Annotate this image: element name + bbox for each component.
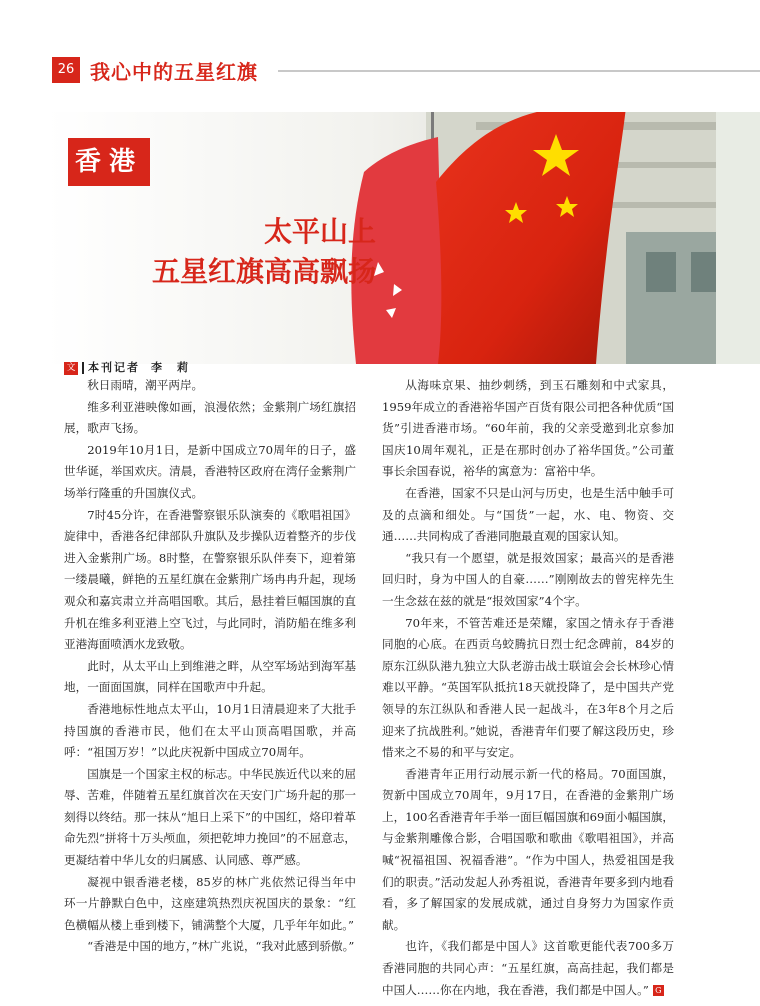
byline-divider [82, 362, 84, 374]
paragraph: 70年来，不管苦难还是荣耀，家国之情永存于香港同胞的心底。在西贡乌蛟腾抗日烈士纪念碑前，84岁的原东江纵队港九独立大队老游击战士联谊会会长林珍心情难以平静。“英国军队抵抗18天就投降了，是中国共产党领导的东江纵队和香港人民一起战斗，在3年8个月之后迎来了抗战胜利。”她说，香港青年们要了解这段历史，珍惜来之不易的和平与安定。 [382, 615, 674, 760]
paragraph: 香港地标性地点太平山，10月1日清晨迎来了大批手持国旗的香港市民，他们在太平山顶高唱国歌，并高呼：“祖国万岁！”以此庆祝新中国成立70周年。 [64, 701, 356, 760]
paragraph-last [382, 936, 674, 1001]
byline-role: 本刊记者 [88, 361, 140, 374]
paragraph: 在香港，国家不只是山河与历史，也是生活中触手可及的点滴和细处。与“国货”一起，水、电、物资、交通……共同构成了香港同胞最直观的国家认知。 [382, 485, 674, 544]
headline-line-1: 太平山上 [263, 215, 376, 248]
paragraph: “我只有一个愿望，就是报效国家；最高兴的是香港回归时，身为中国人的自豪……”刚刚故去的曾宪梓先生一生念兹在兹的就是“报效国家”4个字。 [382, 550, 674, 608]
header-divider [278, 70, 760, 72]
byline [64, 359, 190, 375]
headline-line-2: 五星红旗高高飘扬 [151, 255, 376, 288]
paragraph: 秋日雨晴，潮平两岸。 [87, 378, 204, 392]
article-column-right [382, 375, 674, 1001]
section-title: 我心中的五星红旗 [90, 60, 258, 84]
paragraph-text: 也许，《我们都是中国人》这首歌更能代表700多万香港同胞的共同心声：“五星红旗，高高挂起，我们都是中国人……你在内地，我在香港，我们都是中国人。” [382, 939, 674, 997]
paragraph: 7时45分许，在香港警察银乐队演奏的《歌唱祖国》旋律中，香港各纪律部队升旗队及步操队迈着整齐的步伐进入金紫荆广场。8时整，在警察银乐队伴奏下，迎着第一缕晨曦，鲜艳的五星红旗在金紫荆广场冉冉升起，现场观众和嘉宾肃立并高唱国歌。其后，悬挂着巨幅国旗的直升机在维多利亚港上空飞过，与此同时，消防船在维多利亚港海面喷洒水龙致敬。 [64, 507, 356, 652]
article-column-left [64, 375, 356, 958]
paragraph: 从海味京果、抽纱刺绣，到玉石雕刻和中式家具，1959年成立的香港裕华国产百货有限公司把各种优质“国货”引进香港市场。“60年前，我的父亲受邀到北京参加国庆10周年观礼，正是在那时创办了裕华国货。”公司董事长余国春说，裕华的寓意为：富裕中华。 [382, 378, 674, 479]
paragraph: “香港是中国的地方，”林广兆说，“我对此感到骄傲。” [87, 939, 355, 954]
paragraph: 维多利亚港映像如画，浪漫依然；金紫荆广场红旗招展，歌声飞扬。 [64, 399, 356, 436]
article-headline [96, 212, 376, 292]
region-tag: 香港 [68, 138, 150, 186]
byline-author: 李 莉 [151, 361, 190, 374]
end-mark-icon: G [653, 985, 664, 996]
page-number: 26 [52, 57, 80, 83]
paragraph: 香港青年正用行动展示新一代的格局。70面国旗，贺新中国成立70周年，9月17日，在香港的金紫荆广场上，100名香港青年手举一面巨幅国旗和69面小幅国旗，与金紫荆雕像合影，合唱国歌和歌曲《歌唱祖国》，并高喊“祝福祖国、祝福香港”。“作为中国人，热爱祖国是我们的职责。”活动发起人孙秀祖说，香港青年要多到内地看看，多了解国家的发展成就，通过自身努力为国家作贡献。 [382, 766, 674, 932]
paragraph: 此时，从太平山上到维港之畔，从空军场站到海军基地，一面面国旗，同样在国歌声中升起。 [64, 658, 356, 695]
running-header [46, 50, 760, 90]
paragraph: 2019年10月1日，是新中国成立70周年的日子，盛世华诞，举国欢庆。清晨，香港特区政府在湾仔金紫荆广场举行隆重的升国旗仪式。 [64, 442, 356, 500]
byline-mark: 文 [64, 362, 78, 375]
paragraph: 凝视中银香港老楼，85岁的林广兆依然记得当年中环一片静默白色中，这座建筑热烈庆祝国庆的景象：“红色横幅从楼上垂到楼下，铺满整个大厦，几乎年年如此。” [64, 874, 356, 932]
paragraph: 国旗是一个国家主权的标志。中华民族近代以来的屈辱、苦难，伴随着五星红旗首次在天安门广场升起的那一刻得以终结。那一抹从“旭日上采下”的中国红，烙印着革命先烈“拼将十万头颅血，须把乾坤力挽回”的不屈意志，更凝结着中华儿女的归属感、认同感、尊严感。 [64, 766, 356, 868]
